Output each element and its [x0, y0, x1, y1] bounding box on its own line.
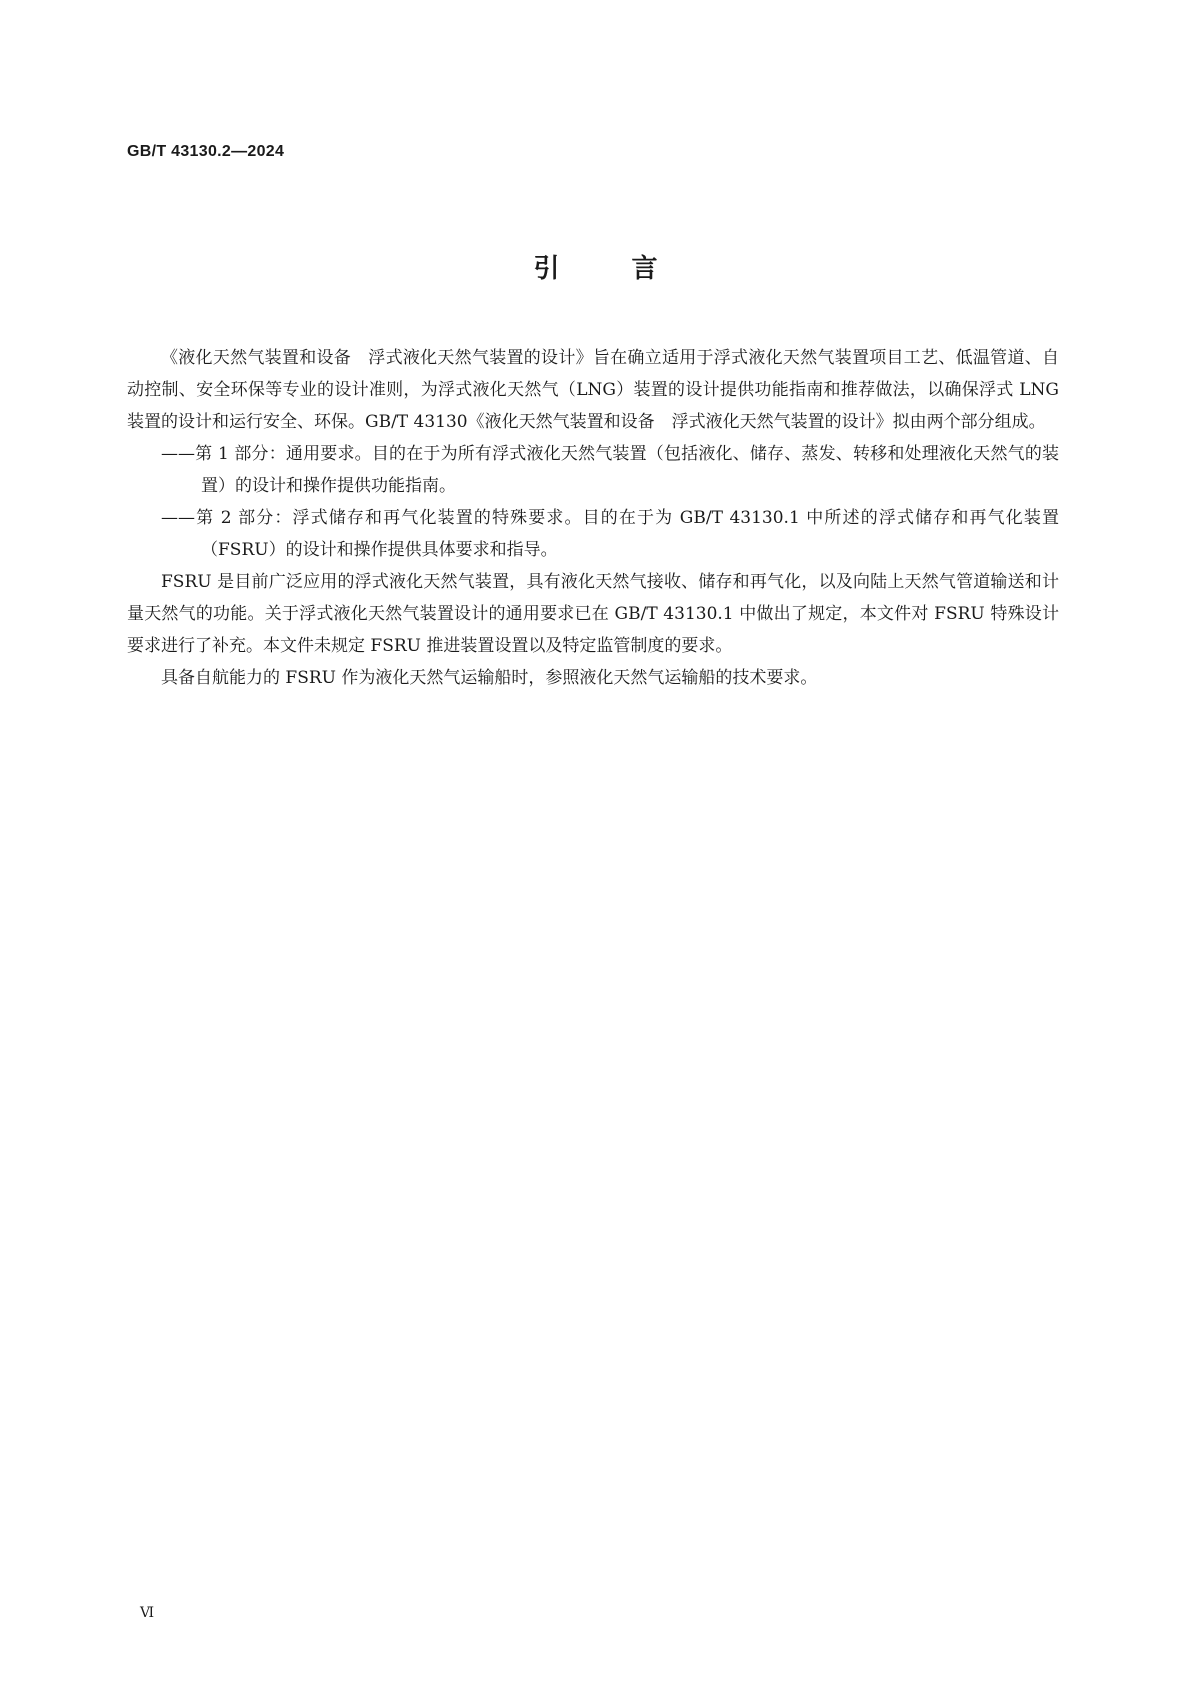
paragraph-intro: 《液化天然气装置和设备 浮式液化天然气装置的设计》旨在确立适用于浮式液化天然气装置项目工艺、低温管道、自动控制、安全环保等专业的设计准则，为浮式液化天然气（LNG）装置的设计提供功能指南和推荐做法，以确保浮式 LNG 装置的设计和运行安全、环保。GB/T 43130《液化天然气装置和设备 浮式液化天然气装置的设计》拟由两个部分组成。	[127, 348, 1059, 432]
title-char-2: 言	[631, 254, 658, 284]
paragraph-fsru: FSRU 是目前广泛应用的浮式液化天然气装置，具有液化天然气接收、储存和再气化，以及向陆上天然气管道输送和计量天然气的功能。关于浮式液化天然气装置设计的通用要求已在 GB/T 43130.1 中做出了规定，本文件对 FSRU 特殊设计要求进行了补充。本文件未规定 FSRU 推进装置设置以及特定监管制度的要求。	[127, 572, 1059, 656]
standard-code-header: GB/T 43130.2—2024	[127, 143, 285, 160]
list-item-part-2: ——第 2 部分：浮式储存和再气化装置的特殊要求。目的在于为 GB/T 43130.1 中所述的浮式储存和再气化装置（FSRU）的设计和操作提供具体要求和指导。	[161, 508, 1059, 560]
page-number: Ⅵ	[140, 1605, 155, 1621]
list-item-part-1: ——第 1 部分：通用要求。目的在于为所有浮式液化天然气装置（包括液化、储存、蒸发、转移和处理液化天然气的装置）的设计和操作提供功能指南。	[161, 444, 1059, 496]
page-title	[0, 248, 1191, 285]
title-char-1: 引	[533, 254, 560, 284]
paragraph-self-propelled: 具备自航能力的 FSRU 作为液化天然气运输船时，参照液化天然气运输船的技术要求。	[161, 668, 818, 688]
introduction-body	[127, 342, 1059, 694]
